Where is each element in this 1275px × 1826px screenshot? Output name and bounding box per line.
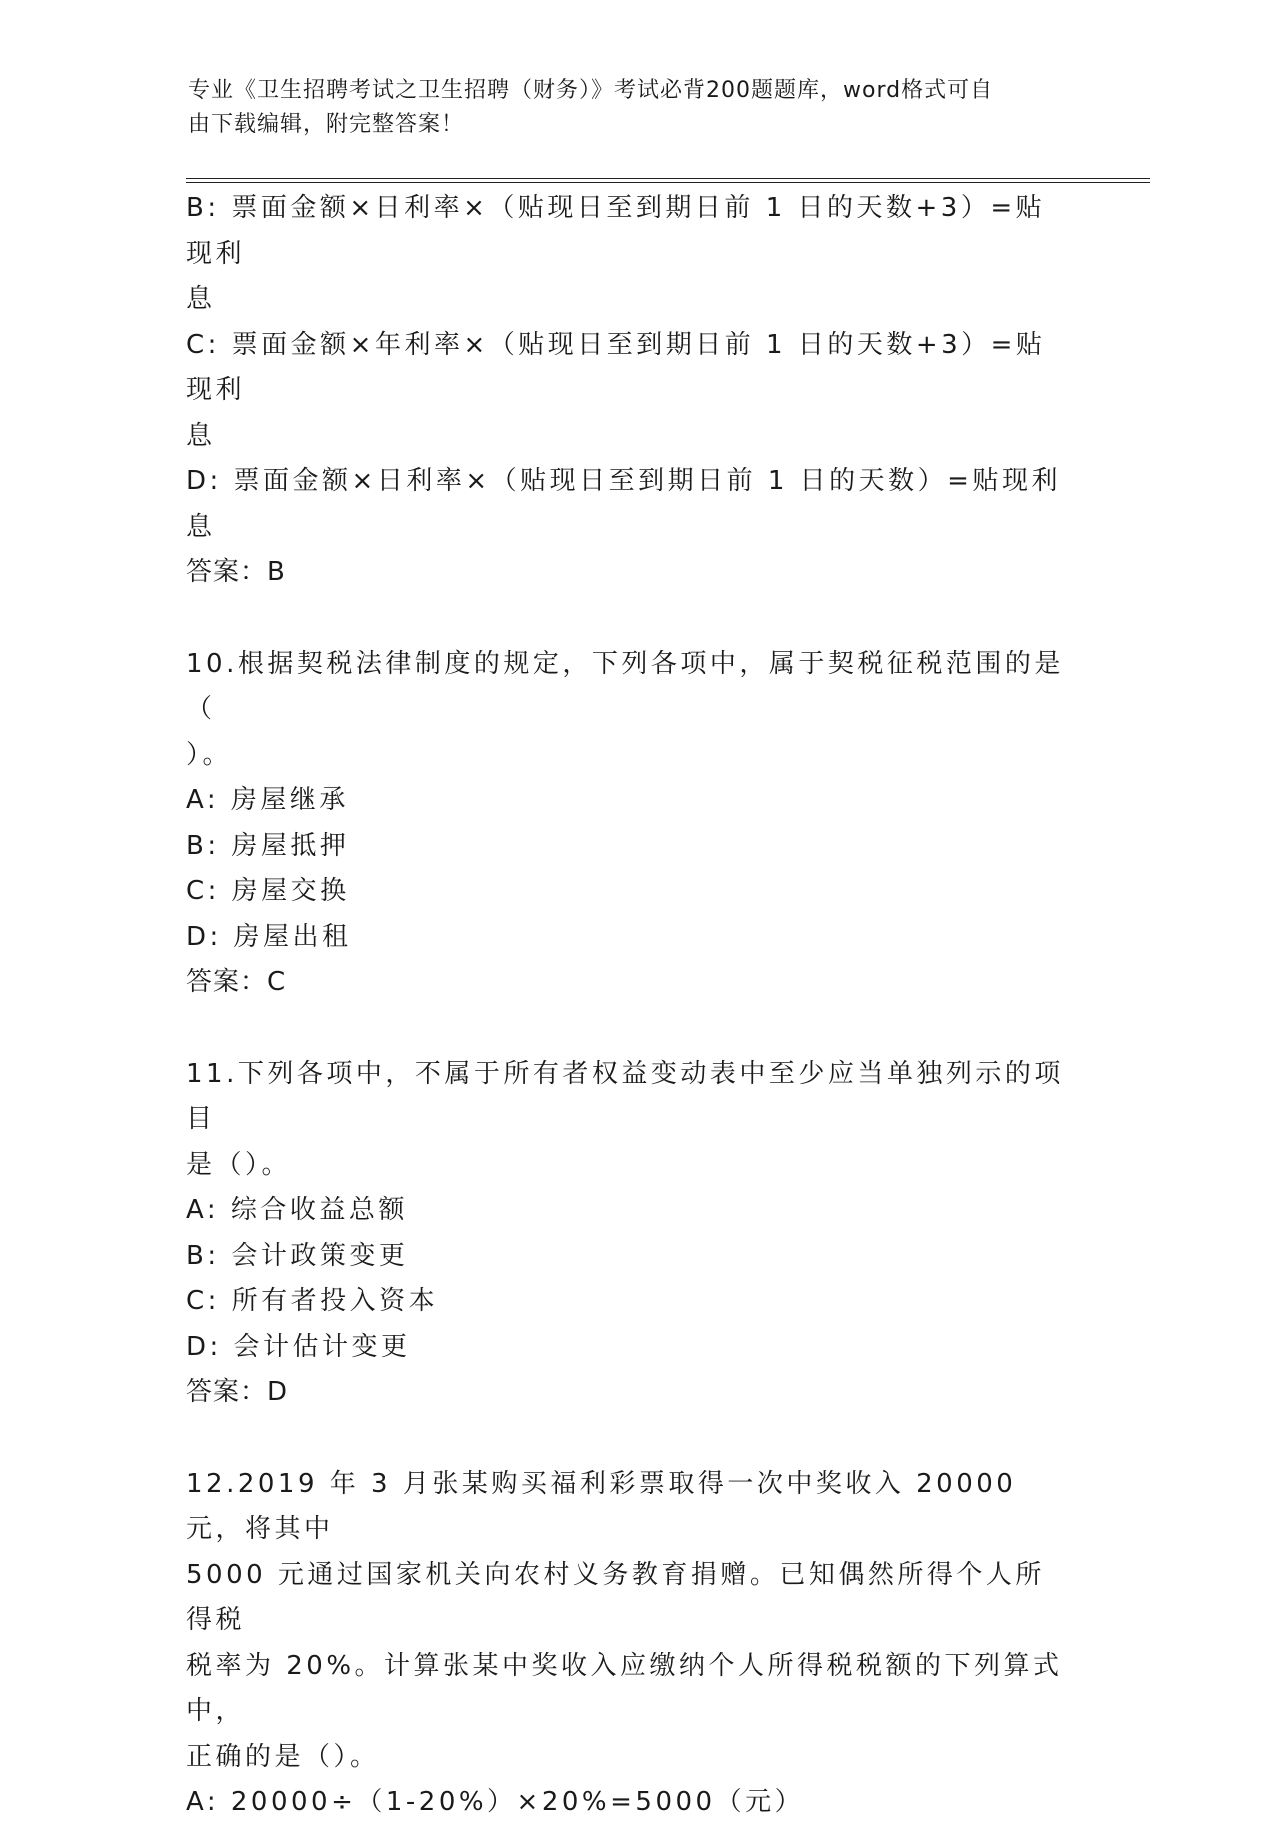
option-d: D: 会计估计变更: [186, 1331, 411, 1362]
question-12: [186, 1462, 1071, 1826]
question-stem-line-2: 5000 元通过国家机关向农村义务教育捐赠。已知偶然所得个人所得税: [186, 1559, 1045, 1635]
question-9: [186, 186, 1071, 596]
question-stem-line-1: 10.根据契税法律制度的规定，下列各项中，属于契税征税范围的是（: [186, 648, 1064, 724]
question-stem-line-1: 12.2019 年 3 月张某购买福利彩票取得一次中奖收入 20000 元，将其中: [186, 1468, 1017, 1544]
option-a: A: 综合收益总额: [186, 1195, 408, 1225]
spacer: [186, 1006, 1071, 1052]
option-b-line-1: B: 票面金额×日利率×（贴现日至到期日前 1 日的天数+3）=贴现利: [186, 193, 1046, 269]
question-stem-line-2: 是（）。: [186, 1149, 292, 1180]
question-10: [186, 642, 1071, 1006]
spacer: [186, 1416, 1071, 1462]
answer: 答案：C: [186, 967, 287, 997]
option-b: B: 会计政策变更: [186, 1240, 409, 1271]
question-11: [186, 1052, 1071, 1416]
document-header: [188, 74, 1068, 142]
option-c-line-1: C: 票面金额×年利率×（贴现日至到期日前 1 日的天数+3）=贴现利: [186, 329, 1046, 405]
option-d: D: 票面金额×日利率×（贴现日至到期日前 1 日的天数）=贴现利息: [186, 466, 1061, 542]
question-stem-line-2: ）。: [186, 739, 233, 770]
header-divider-top: [186, 178, 1150, 179]
spacer: [186, 596, 1071, 642]
option-c-line-2: 息: [186, 420, 216, 451]
answer: 答案：B: [186, 557, 286, 587]
question-stem-line-4: 正确的是（）。: [186, 1741, 380, 1772]
option-a: A: 房屋继承: [186, 785, 349, 815]
option-c: C: 所有者投入资本: [186, 1286, 439, 1316]
header-line-2: 由下载编辑，附完整答案！: [188, 112, 465, 137]
question-stem-line-3: 税率为 20%。计算张某中奖收入应缴纳个人所得税税额的下列算式中，: [186, 1650, 1063, 1726]
option-b-line-2: 息: [186, 284, 216, 314]
option-a: A: 20000÷（1-20%）×20%=5000（元）: [186, 1787, 805, 1817]
question-stem-line-1: 11.下列各项中，不属于所有者权益变动表中至少应当单独列示的项目: [186, 1058, 1064, 1134]
document-body: [186, 186, 1071, 1826]
header-line-1: 专业《卫生招聘考试之卫生招聘（财务）》考试必背200题题库，word格式可自: [188, 78, 994, 103]
option-b: B: 房屋抵押: [186, 830, 350, 861]
option-d: D: 房屋出租: [186, 921, 352, 952]
option-c: C: 房屋交换: [186, 876, 350, 906]
answer: 答案：D: [186, 1377, 289, 1407]
header-divider-bottom: [186, 182, 1150, 183]
